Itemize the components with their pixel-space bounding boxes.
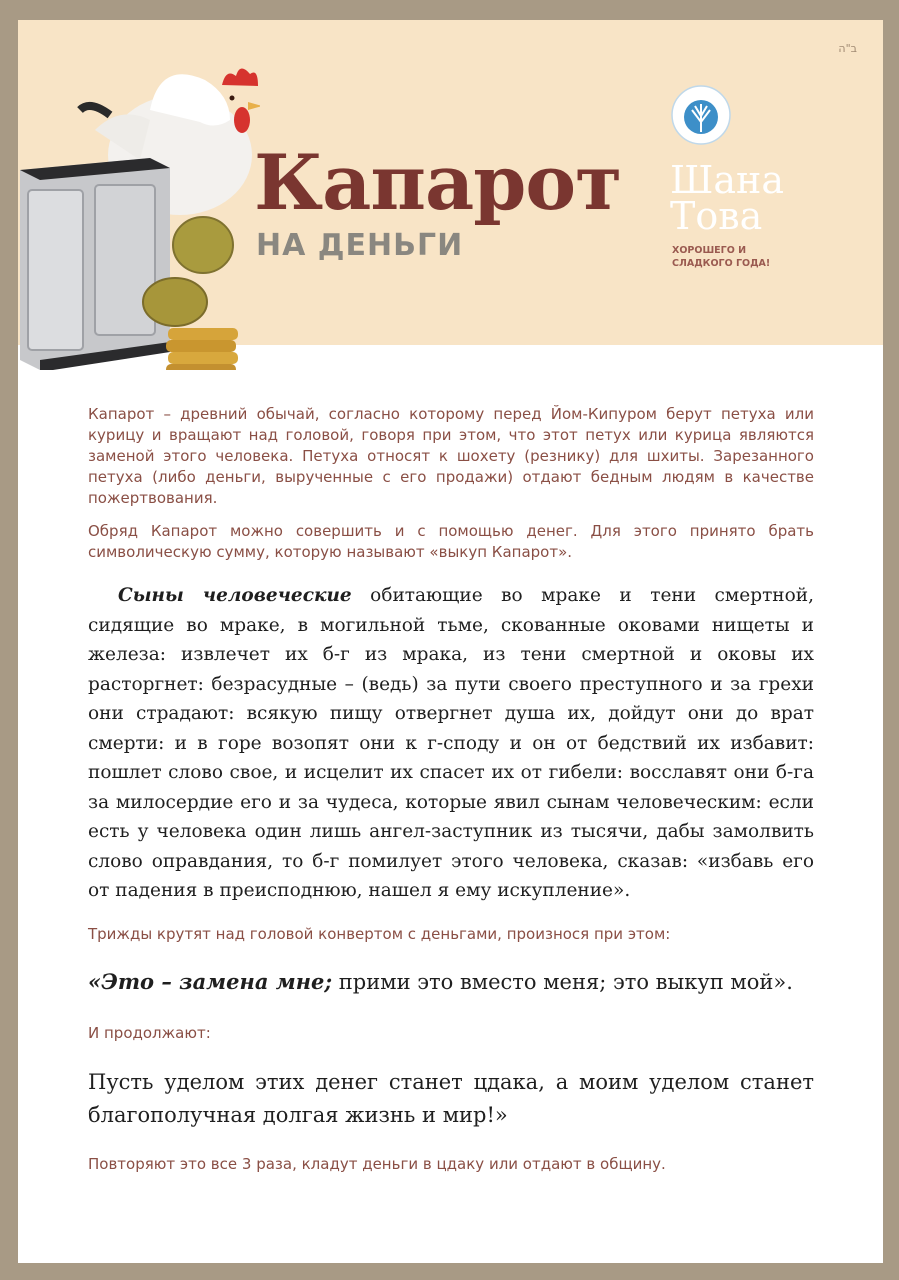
formula-line (88, 967, 814, 997)
formula-emphasis: «Это – замена мне; (88, 968, 333, 994)
header-banner (18, 20, 883, 345)
psalm-emphasis: Сыны человеческие (118, 585, 352, 606)
greeting-line-2: Това (670, 194, 763, 238)
psalm-paragraph (88, 581, 814, 906)
wishes-line-2: СЛАДКОГО ГОДА! (672, 258, 771, 269)
wishes-line-1: ХОРОШЕГО И (672, 245, 747, 256)
greeting-line-1: Шана (670, 158, 784, 202)
instruction-2: И продолжают: (88, 1023, 211, 1042)
intro-paragraph-1: Капарот – древний обычай, согласно которому перед Йом-Кипуром берут петуха или курицу и вращают над головой, говоря при этом, что этот петух или курица являются заменой этого человека. Петуха относят к шохету (резнику) для шхиты. Зарезанного петуха (либо деньги, вырученные с его продажи) отдают бедным людям в качестве пожертвования. (88, 405, 814, 507)
bet-mark: ב"ה (838, 42, 857, 55)
closing-instruction: Повторяют это все 3 раза, кладут деньги в цдаку или отдают в общину. (88, 1154, 666, 1173)
formula-text: прими это вместо меня; это выкуп мой». (332, 969, 793, 994)
organization-logo-icon (670, 84, 732, 146)
page-subtitle: НА ДЕНЬГИ (256, 228, 464, 263)
continuation-text: Пусть уделом этих денег станет цдака, а моим уделом станет благополучная долгая жизнь и мир!» (88, 1069, 814, 1127)
wishes-text (672, 244, 802, 270)
tzedakah-box-rooster-coins-illustration (18, 50, 260, 370)
psalm-text: обитающие во мраке и тени смертной, сидящие во мраке, в могильной тьме, скованные оковами нищеты и железа: извлечет их б-г из мрака, из тени смертной и оковы их расторгнет: безрасудные – (ведь) за пути своего преступного и за грехи они страдают: всякую пищу отвергнет душа их, дойдут они до врат смерти: и в горе возопят они к г-споду и он от бедствий их избавит: пошлет слово свое, и исцелит их спасет их от гибели: восславят они б-га за милосердие его и за чудеса, которые явил сынам человеческим: если есть у человека один лишь ангел-заступник из тысячи, дабы замолвить слово оправдания, то б-г помилует этого человека, сказав: «избавь его от падения в преисподнюю, нашел я ему искупление». (88, 585, 814, 901)
leaflet-page (18, 20, 883, 1263)
shana-tova-greeting (670, 158, 784, 238)
page-title: Капарот (254, 138, 622, 227)
body-content (88, 404, 814, 1175)
instruction-1: Трижды крутят над головой конвертом с деньгами, произнося при этом: (88, 924, 671, 943)
intro-paragraph-2: Обряд Капарот можно совершить и с помощью денег. Для этого принято брать символическую сумму, которую называют «выкуп Капарот». (88, 522, 814, 561)
